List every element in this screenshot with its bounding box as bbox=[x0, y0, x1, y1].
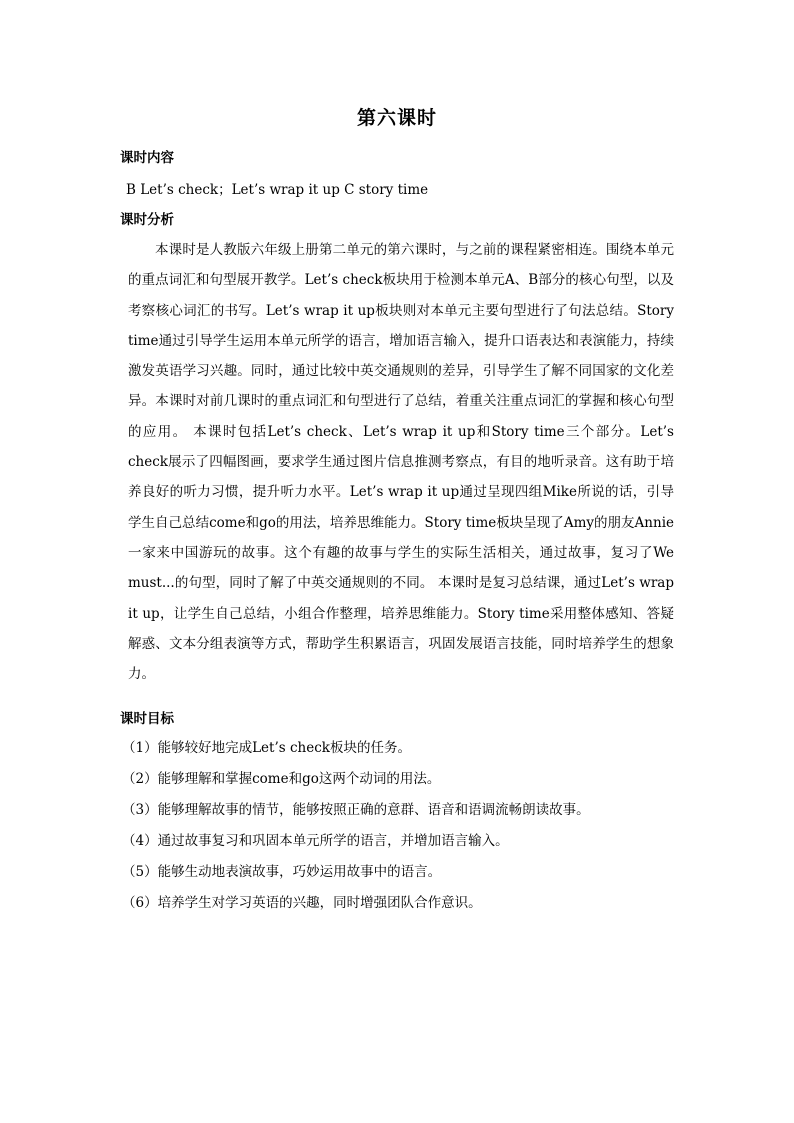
section-heading-analysis: 课时分析 bbox=[120, 212, 174, 228]
objective-item: （4）通过故事复习和巩固本单元所学的语言，并增加语言输入。 bbox=[122, 833, 509, 849]
objective-item: （1）能够较好地完成Let’s check板块的任务。 bbox=[122, 740, 411, 756]
content-text: B Let’s check；Let’s wrap it up C story time bbox=[126, 182, 429, 198]
objective-item: （2）能够理解和掌握come和go这两个动词的用法。 bbox=[122, 771, 441, 787]
objectives-list bbox=[122, 733, 590, 919]
analysis-paragraph: 本课时是人教版六年级上册第二单元的第六课时，与之前的课程紧密相连。围绕本单元的重点词汇和句型展开教学。Let’s check板块用于检测本单元A、B部分的核心句型，以及考察核心词汇的书写。Let’s wrap it up板块则对本单元主要句型进行了句法总结。Story time通过引导学生运用本单元所学的语言，增加语言输入，提升口语表达和表演能力，持续激发英语学习兴趣。同时，通过比较中英交通规则的差异，引导学生了解不同国家的文化差异。本课时对前几课时的重点词汇和句型进行了总结，着重关注重点词汇的掌握和核心句型的应用。 本课时包括Let’s check、Let’s wrap it up和Story time三个部分。Let’s check展示了四幅图画，要求学生通过图片信息推测考察点，有目的地听录音。这有助于培养良好的听力习惯，提升听力水平。Let’s wrap it up通过呈现四组Mike所说的话，引导学生自己总结come和go的用法，培养思维能力。Story time板块呈现了Amy的朋友Annie一家来中国游玩的故事。这个有趣的故事与学生的实际生活相关，通过故事，复习了We must...的句型，同时了解了中英交通规则的不同。 本课时是复习总结课，通过Let’s wrap it up，让学生自己总结，小组合作整理，培养思维能力。Story time采用整体感知、答疑解惑、文本分组表演等方式，帮助学生积累语言，巩固发展语言技能，同时培养学生的想象力。 bbox=[128, 242, 674, 683]
objective-item: （3）能够理解故事的情节，能够按照正确的意群、语音和语调流畅朗读故事。 bbox=[122, 802, 590, 818]
page-title: 第六课时 bbox=[356, 107, 437, 129]
section-heading-objectives: 课时目标 bbox=[120, 711, 174, 727]
section-heading-content: 课时内容 bbox=[120, 150, 174, 166]
objective-item: （5）能够生动地表演故事，巧妙运用故事中的语言。 bbox=[122, 864, 442, 880]
objective-item: （6）培养学生对学习英语的兴趣，同时增强团队合作意识。 bbox=[122, 895, 482, 911]
